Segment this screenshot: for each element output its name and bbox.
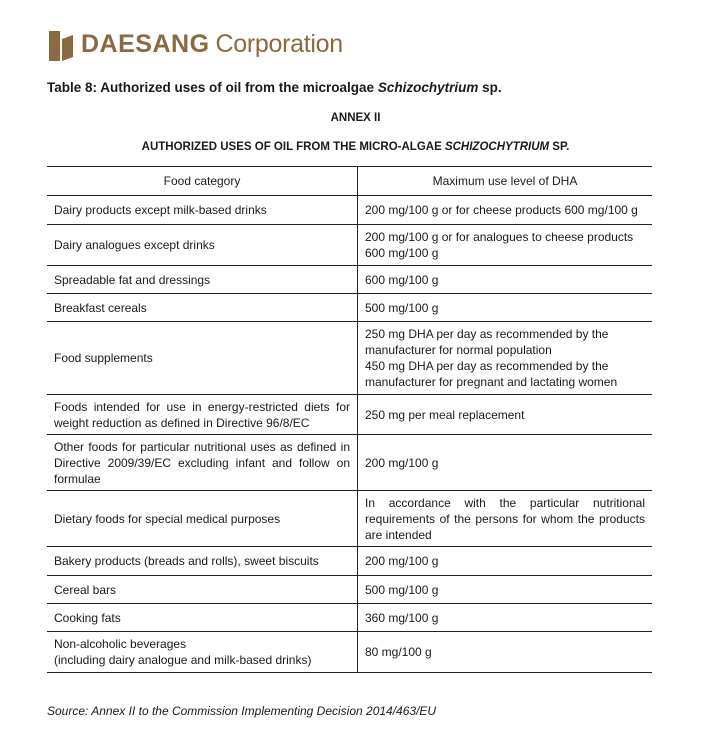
table-row: [47, 225, 652, 266]
row-level: 360 mg/100 g: [358, 604, 653, 632]
header-food-category: Food category: [47, 167, 358, 196]
row-level: 250 mg per meal replacement: [358, 395, 653, 435]
logo-suffix: Corporation: [215, 29, 343, 58]
table-row: [47, 576, 652, 604]
row-category: Dairy analogues except drinks: [47, 225, 358, 266]
row-level: 80 mg/100 g: [358, 632, 653, 673]
table-row: [47, 322, 652, 395]
row-level: In accordance with the particular nutritional requirements of the persons for whom the products are intended: [358, 491, 653, 547]
authorized-uses-table: [47, 166, 652, 673]
row-category: Dietary foods for special medical purposes: [47, 491, 358, 547]
row-category: Foods intended for use in energy-restricted diets for weight reduction as defined in Directive 96/8/EC: [47, 395, 358, 435]
row-category: Other foods for particular nutritional uses as defined in Directive 2009/39/EC excluding infant and follow on formulae: [47, 435, 358, 491]
row-category: Non-alcoholic beverages (including dairy analogue and milk-based drinks): [47, 632, 358, 673]
annex-label: ANNEX II: [330, 112, 381, 124]
header-max-use-level: Maximum use level of DHA: [358, 167, 653, 196]
annex-title-italic: SCHIZOCHYTRIUM: [444, 141, 550, 153]
table-row: [47, 196, 652, 225]
source-note: Source: Annex II to the Commission Implementing Decision 2014/463/EU: [47, 704, 437, 718]
row-level: 600 mg/100 g: [358, 266, 653, 294]
table-row: [47, 491, 652, 547]
table-row: [47, 266, 652, 294]
row-category: Breakfast cereals: [47, 294, 358, 322]
row-category: Spreadable fat and dressings: [47, 266, 358, 294]
row-category: Cooking fats: [47, 604, 358, 632]
table-row: [47, 604, 652, 632]
caption-prefix: Table 8: Authorized uses of oil from the microalgae: [47, 80, 378, 95]
caption-suffix: sp.: [478, 80, 502, 95]
row-level: 500 mg/100 g: [358, 294, 653, 322]
table-header-row: [47, 167, 652, 196]
table-row: [47, 435, 652, 491]
annex-title-prefix: AUTHORIZED USES OF OIL FROM THE MICRO-ALGAE: [141, 141, 445, 153]
annex-title-suffix: SP.: [549, 141, 570, 153]
row-category: Cereal bars: [47, 576, 358, 604]
row-level: 200 mg/100 g or for analogues to cheese products 600 mg/100 g: [358, 225, 653, 266]
row-level: 200 mg/100 g: [358, 435, 653, 491]
company-logo: [47, 24, 343, 64]
row-level: 200 mg/100 g or for cheese products 600 mg/100 g: [358, 196, 653, 225]
row-category: Bakery products (breads and rolls), sweet biscuits: [47, 547, 358, 576]
table-caption: [47, 80, 502, 95]
row-level: 200 mg/100 g: [358, 547, 653, 576]
row-level: 500 mg/100 g: [358, 576, 653, 604]
row-category: Dairy products except milk-based drinks: [47, 196, 358, 225]
row-category: Food supplements: [47, 322, 358, 395]
annex-title: [0, 141, 711, 153]
table-row: [47, 395, 652, 435]
logo-brand: DAESANG: [81, 29, 210, 58]
row-level: 250 mg DHA per day as recommended by the manufacturer for normal population 450 mg DHA per day as recommended by the manufacturer for pregnant and lactating women: [358, 322, 653, 395]
caption-italic: Schizochytrium: [377, 80, 479, 95]
table-row: [47, 547, 652, 576]
table-row: [47, 632, 652, 673]
daesang-mark-icon: [47, 27, 75, 61]
table-row: [47, 294, 652, 322]
